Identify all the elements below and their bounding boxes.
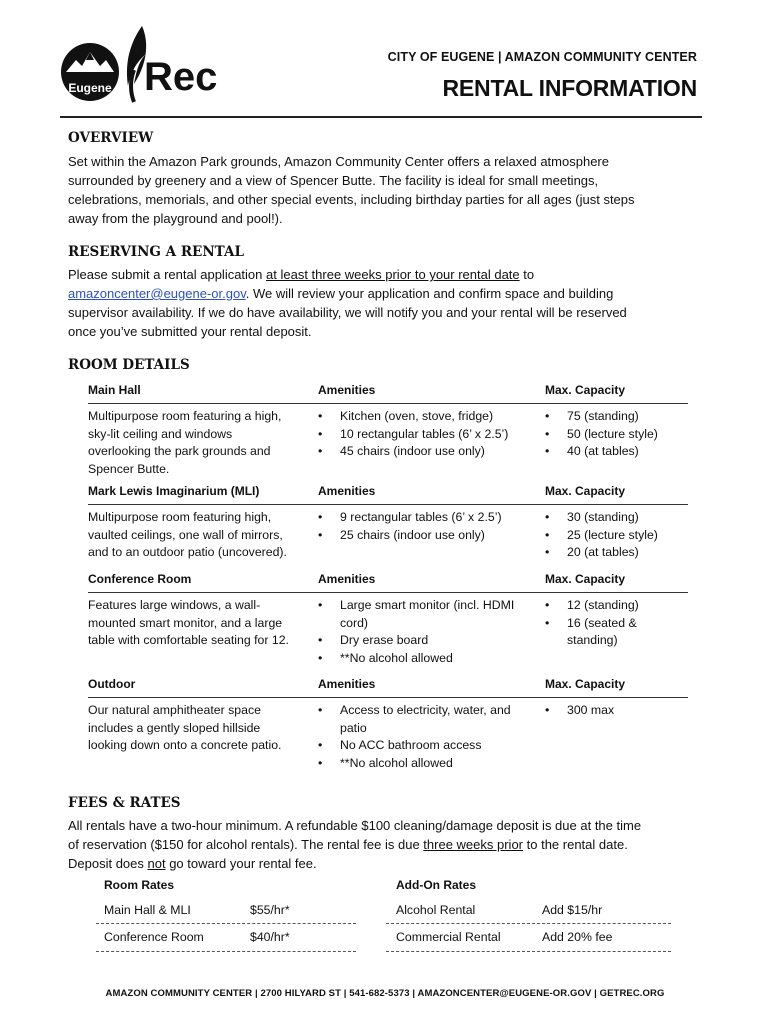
amenity-text: • Kitchen (oven, stove, fridge) [340,409,494,423]
room-description-line: overlooking the park grounds and [88,444,271,458]
room-description-line: includes a gently sloped hillside [88,720,261,735]
amenity-item [318,650,533,668]
room-name: Conference Room [88,572,192,586]
room-description [88,597,306,650]
amenity-item [318,597,533,632]
amenities-list [318,597,533,667]
fees-paragraph [68,816,718,873]
reserving-line-3: supervisor availability. If we do have availability, we will notify you and your rental will be reserved [68,305,627,320]
room-header-divider [88,403,688,404]
fees-line-2 [68,835,718,854]
amenities-list [318,408,533,461]
room-description-line: table with comfortable seating for 12. [88,633,289,647]
fees-due-emphasis: three weeks prior [423,837,524,852]
amenity-text: • Access to electricity, water, and [340,703,511,717]
room-description-line: sky-lit ceiling and windows [88,426,233,441]
overview-paragraph [68,152,708,228]
capacity-item [545,408,685,426]
room-description-line: Spencer Butte. [88,461,170,476]
capacity-text: • 25 (lecture style) [567,527,658,542]
logo-wordmark: Rec [144,55,218,99]
email-link[interactable]: amazoncenter@eugene-or.gov [68,286,246,301]
room-details-heading: ROOM DETAILS [68,357,190,373]
capacity-item [545,426,685,444]
eugene-rec-logo [60,20,220,110]
amenities-list [318,509,533,544]
fees-line-1: All rentals have a two-hour minimum. A refundable $100 cleaning/damage deposit is due at the time [68,818,642,833]
room-description-line: vaulted ceilings, one wall of mirrors, [88,527,283,542]
amenity-item [318,702,533,737]
addon-rate-price: Add 20% fee [542,930,613,944]
reserving-text: to [519,267,535,282]
amenity-item [318,527,533,545]
fees-text: go toward your rental fee. [165,856,317,871]
reserving-line-2 [68,284,708,303]
room-rate-label: Main Hall & MLI [104,903,191,917]
capacity-text: • 75 (standing) [567,409,639,423]
amenity-text: • Dry erase board [340,633,429,647]
room-header-divider [88,697,688,698]
rate-row-divider [386,951,671,952]
capacity-text: • 50 (lecture style) [567,426,658,441]
amenities-column-label: Amenities [318,484,376,498]
capacity-text: • 300 max [567,703,615,717]
logo-circle-text: Eugene [68,81,112,95]
room-description-line: mounted smart monitor, and a large [88,615,283,630]
room-header-divider [88,592,688,593]
capacity-list [545,408,685,461]
room-rate-price: $40/hr* [250,930,290,944]
rate-row-divider [96,923,356,924]
amenity-item [318,443,533,461]
room-description-line: and to an outdoor patio (uncovered). [88,545,287,559]
fees-text: of reservation ($150 for alcohol rentals). The rental fee is due [68,837,424,852]
room-rates-heading: Room Rates [104,878,175,892]
reserving-text: Please submit a rental application [68,267,267,282]
addon-rates-heading: Add-On Rates [396,878,477,892]
overview-line: surrounded by greenery and a view of Spencer Butte. The facility is ideal for small meetings, [68,173,599,188]
reserving-line-1 [68,265,708,284]
room-description [88,702,306,755]
capacity-text: standing) [567,633,618,647]
room-description-line: Features large windows, a wall- [88,598,261,612]
fees-text: Deposit does [68,856,148,871]
header-divider [60,116,702,118]
room-rate-price: $55/hr* [250,903,290,917]
capacity-item [545,702,685,720]
document-subtitle: CITY OF EUGENE | AMAZON COMMUNITY CENTER [387,50,697,64]
eugene-rec-logo-mark [60,20,220,110]
room-description-line: Our natural amphitheater space [88,703,261,717]
fees-text: to the rental date. [523,837,628,852]
room-name: Mark Lewis Imaginarium (MLI) [88,484,260,498]
amenities-column-label: Amenities [318,572,376,586]
overview-line: celebrations, memorials, and other special events, including birthday parties for all ages (just steps [68,192,635,207]
capacity-text: • 12 (standing) [567,598,639,612]
amenity-text: cord) [340,615,369,630]
fees-line-3 [68,854,718,873]
amenity-text: • Large smart monitor (incl. HDMI [340,598,515,612]
addon-rate-price: Add $15/hr [542,903,603,917]
fees-heading: FEES & RATES [68,795,181,811]
amenity-item [318,632,533,650]
capacity-item [545,527,685,545]
capacity-text: • 40 (at tables) [567,444,639,458]
amenity-item [318,755,533,773]
amenity-item [318,426,533,444]
reserving-deadline: at least three weeks prior to your rental date [266,267,520,282]
room-name: Outdoor [88,677,136,691]
overview-line: Set within the Amazon Park grounds, Amazon Community Center offers a relaxed atmosphere [68,154,609,169]
capacity-list [545,702,685,720]
capacity-text: • 30 (standing) [567,510,639,524]
room-header-divider [88,504,688,505]
reserving-text: . We will review your application and confirm space and building [245,286,614,301]
rate-row-divider [386,923,671,924]
overview-line: away from the playground and pool!). [68,211,283,226]
amenity-item [318,509,533,527]
room-description-line: Multipurpose room featuring high, [88,510,272,524]
capacity-column-label: Max. Capacity [545,383,626,397]
amenity-text: • 25 chairs (indoor use only) [340,527,485,542]
capacity-column-label: Max. Capacity [545,572,626,586]
amenity-text: • 45 chairs (indoor use only) [340,444,485,458]
amenity-item [318,408,533,426]
capacity-item [545,615,685,650]
capacity-item [545,544,685,562]
reserving-paragraph [68,265,708,341]
capacity-item [545,597,685,615]
document-header [388,50,697,102]
room-description-line: Multipurpose room featuring a high, [88,409,282,423]
page-footer: AMAZON COMMUNITY CENTER | 2700 HILYARD ST | 541-682-5373 | AMAZONCENTER@EUGENE-OR.GOV | GETREC.ORG [105,988,665,999]
room-description-line: looking down onto a concrete patio. [88,738,282,752]
amenity-item [318,737,533,755]
addon-rate-label: Commercial Rental [396,930,501,944]
capacity-text: • 20 (at tables) [567,545,639,559]
reserving-line-4: once you’ve submitted your rental deposit. [68,324,312,339]
amenity-text: • No ACC bathroom access [340,738,482,752]
overview-heading: OVERVIEW [68,130,154,146]
room-name: Main Hall [88,383,141,397]
document-title: RENTAL INFORMATION [442,75,697,101]
capacity-item [545,443,685,461]
capacity-item [545,509,685,527]
capacity-list [545,509,685,562]
amenity-text: • 10 rectangular tables (6’ x 2.5’) [340,426,509,441]
capacity-column-label: Max. Capacity [545,677,626,691]
capacity-list [545,597,685,650]
addon-rate-label: Alcohol Rental [396,903,476,917]
room-rate-label: Conference Room [104,930,204,944]
amenities-column-label: Amenities [318,383,376,397]
reserving-heading: RESERVING A RENTAL [68,244,244,260]
room-description [88,509,306,562]
amenity-text: patio [340,720,367,735]
capacity-text: • 16 (seated & [567,615,637,630]
rate-row-divider [96,951,356,952]
fees-not-emphasis: not [147,856,166,871]
amenity-text: • **No alcohol allowed [340,755,453,770]
amenities-column-label: Amenities [318,677,376,691]
amenity-text: • 9 rectangular tables (6’ x 2.5’) [340,510,502,524]
amenities-list [318,702,533,772]
room-description [88,408,306,478]
capacity-column-label: Max. Capacity [545,484,626,498]
amenity-text: • **No alcohol allowed [340,650,453,665]
